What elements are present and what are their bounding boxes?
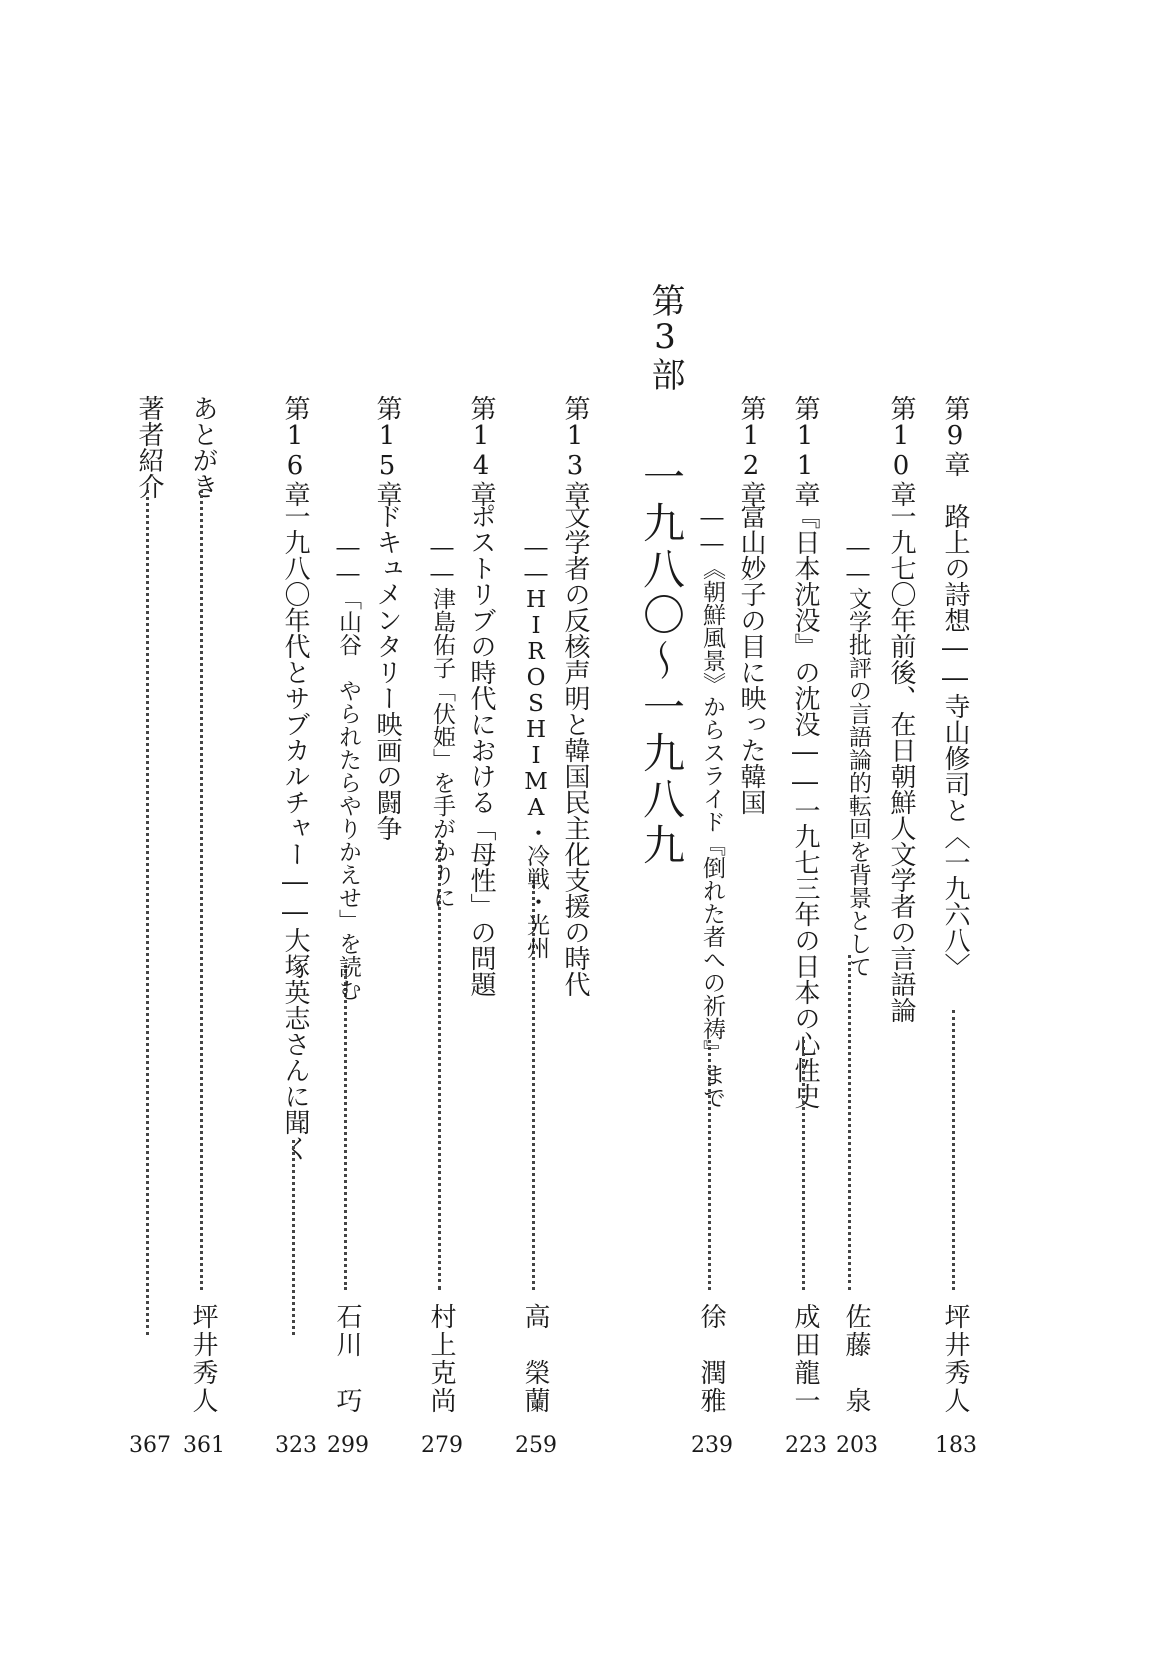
chapter-author: 成田龍一 [790,1303,820,1415]
chapter-author: 坪井秀人 [940,1303,970,1415]
part-label: 第3部 [645,283,685,391]
chapter-subtitle-ch14: ――津島佑子「伏姫」を手がかりに [429,535,455,909]
dot-leader [292,1140,295,1335]
dot-leader [344,965,347,1290]
dot-leader [200,490,203,1290]
page-number: 361 [183,1433,225,1458]
afterword-title[interactable]: あとがき [188,395,218,499]
chapter-number: 第12章 [736,395,766,507]
chapter-number: 第14章 [466,395,496,507]
contributors-title[interactable]: 著者紹介 [134,395,164,499]
part-title: 一九八〇〜一九八九 [637,455,686,869]
chapter-author: 村上克尚 [426,1303,456,1415]
chapter-author: 佐藤 泉 [841,1303,871,1415]
chapter-title[interactable]: ポストリブの時代における「母性」の問題 [466,503,496,997]
page-number: 259 [515,1433,557,1458]
page-number: 367 [129,1433,171,1458]
afterword-author: 坪井秀人 [188,1303,218,1415]
page-number: 299 [327,1433,369,1458]
chapter-subtitle-ch12: ――《朝鮮風景》からスライド『倒れた者への祈祷』まで [699,505,725,1109]
page-number: 323 [275,1433,317,1458]
chapter-title[interactable]: 富山妙子の目に映った韓国 [736,503,766,815]
page-number: 279 [421,1433,463,1458]
chapter-author: 石川 巧 [332,1303,362,1415]
chapter-subtitle-ch10: ――文学批評の言語論的転回を背景として [845,535,871,978]
chapter-number: 第9章 [940,395,970,477]
chapter-number: 第10章 [886,395,916,507]
chapter-number: 第13章 [560,395,590,507]
chapter-title[interactable]: 路上の詩想――寺山修司と〈一九六八〉 [940,503,970,979]
page-number: 183 [935,1433,977,1458]
chapter-subtitle-ch13: ――HIROSHIMA・冷戦・光州 [523,535,549,959]
chapter-title[interactable]: 一九七〇年前後、在日朝鮮人文学者の言語論 [886,503,916,1023]
dot-leader [146,490,149,1335]
page-number: 239 [691,1433,733,1458]
page-number: 223 [785,1433,827,1458]
chapter-title[interactable]: 文学者の反核声明と韓国民主化支援の時代 [560,503,590,997]
chapter-number: 第15章 [372,395,402,507]
dot-leader [848,955,851,1290]
chapter-title[interactable]: 一九八〇年代とサブカルチャー――大塚英志さんに聞く [280,503,310,1161]
chapter-title[interactable]: 『日本沈没』の沈没――一九七三年の日本の心性史 [790,503,820,1109]
chapter-number: 第11章 [790,395,820,507]
page-number: 203 [836,1433,878,1458]
dot-leader [802,1040,805,1290]
chapter-author: 高 榮蘭 [520,1303,550,1415]
chapter-author: 徐 潤雅 [696,1303,726,1415]
chapter-subtitle-ch15: ――「山谷 やられたらやりかえせ」を読む [335,535,361,1001]
chapter-title[interactable]: ドキュメンタリー映画の闘争 [372,503,402,841]
dot-leader [952,1010,955,1290]
chapter-number: 第16章 [280,395,310,507]
